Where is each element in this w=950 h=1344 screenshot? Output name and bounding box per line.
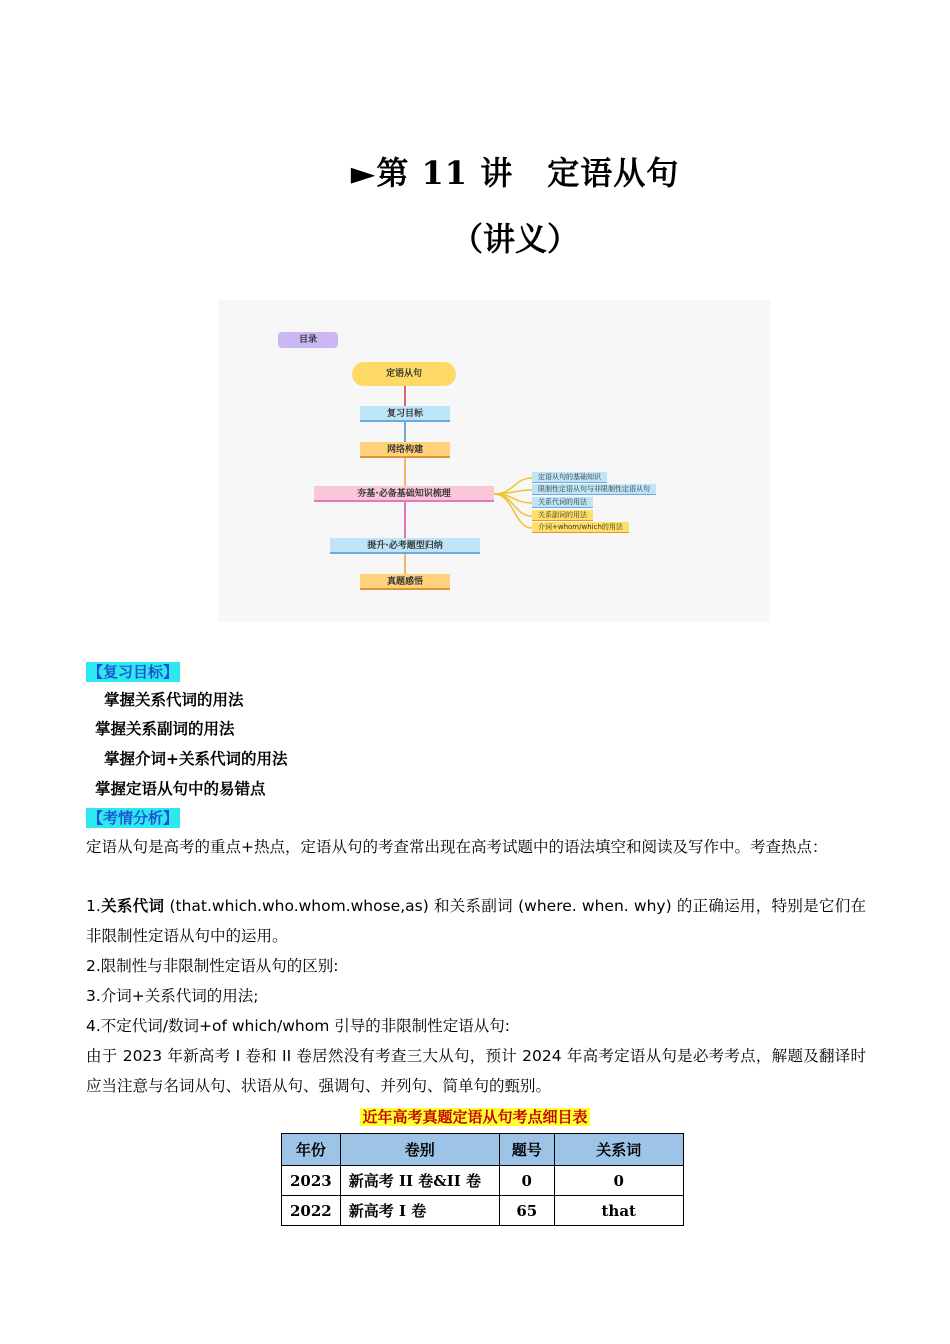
- mindmap-node-network: 网络构建: [360, 442, 450, 458]
- analysis-point-1: [86, 891, 866, 951]
- table-cell: 新高考 II 卷&II 卷: [340, 1166, 499, 1196]
- mindmap-leaf: 关系代词的用法: [532, 497, 593, 508]
- table-cell: 2023: [282, 1166, 341, 1196]
- analysis-point-4: 4.不定代词/数词+of which/whom 引导的非限制性定语从句:: [86, 1017, 510, 1035]
- table-cell: 2022: [282, 1196, 341, 1226]
- connector-line: [404, 554, 406, 574]
- table-cell: 65: [499, 1196, 554, 1226]
- connector-line: [404, 458, 406, 486]
- review-goals-tag: 【复习目标】: [88, 663, 179, 681]
- table-cell: that: [554, 1196, 683, 1226]
- mindmap-node-types: 提升·必考题型归纳: [330, 538, 480, 554]
- mindmap-leaf: 介词+whom/which的用法: [532, 522, 629, 533]
- branch-lines: [494, 476, 534, 532]
- mindmap-leaf: 关系副词的用法: [532, 510, 593, 521]
- mindmap-node-review: 复习目标: [360, 406, 450, 422]
- table-row: [282, 1166, 684, 1196]
- mindmap-node-basics: 夯基·必备基础知识梳理: [314, 486, 494, 502]
- page-title: [0, 148, 950, 194]
- title-main: 定语从句: [547, 154, 680, 192]
- analysis-intro: 定语从句是高考的重点+热点，定语从句的考查常出现在高考试题中的语法填空和阅读及写作中。考查热点：: [86, 838, 828, 856]
- analysis-point-1-bold: 关系代词: [100, 897, 165, 915]
- analysis-conclusion: 由于 2023 年新高考 I 卷和 II 卷居然没有考查三大从句，预计 2024 年高考定语从句是必考考点，解题及翻译时应当注意与名词从句、状语从句、强调句、并列句、简单句的甄别。: [86, 1047, 866, 1095]
- table-cell: 0: [554, 1166, 683, 1196]
- mindmap-figure: [218, 300, 770, 622]
- analysis-tag: 【考情分析】: [88, 809, 179, 827]
- review-goal-item: 掌握关系代词的用法: [104, 691, 244, 709]
- table-header-question: 题号: [499, 1134, 554, 1166]
- table-title: 近年高考真题定语从句考点细目表: [362, 1108, 588, 1126]
- analysis-point-3: 3.介词+关系代词的用法;: [86, 987, 259, 1005]
- analysis-point-2: 2.限制性与非限制性定语从句的区别:: [86, 957, 339, 975]
- analysis-point-1-num: 1.: [86, 897, 101, 915]
- title-prefix: ►第 11 讲: [350, 154, 514, 192]
- table-cell: 新高考 I 卷: [340, 1196, 499, 1226]
- mindmap-leaf: 定语从句的基础知识: [532, 472, 607, 483]
- table-cell: 0: [499, 1166, 554, 1196]
- analysis-point-1-rest: (that.which.who.whom.whose,as) 和关系副词 (where. when. why) 的正确运用，特别是它们在非限制性定语从句中的运用。: [86, 897, 866, 945]
- mindmap-tag: 目录: [278, 332, 338, 348]
- review-goal-item: 掌握关系副词的用法: [95, 720, 235, 738]
- page-subtitle: （讲义）: [450, 220, 579, 258]
- table-header-row: [282, 1134, 684, 1166]
- connector-line: [404, 422, 406, 442]
- connector-line: [404, 502, 406, 540]
- review-goal-item: 掌握介词+关系代词的用法: [104, 750, 288, 768]
- exam-table: [281, 1133, 684, 1226]
- mindmap-leaf: 限制性定语从句与非限制性定语从句: [532, 484, 656, 495]
- mindmap-node-exam: 真题感悟: [360, 574, 450, 590]
- mindmap-root: 定语从句: [352, 362, 456, 386]
- table-header-relative: 关系词: [554, 1134, 683, 1166]
- table-header-year: 年份: [282, 1134, 341, 1166]
- review-goal-item: 掌握定语从句中的易错点: [95, 780, 266, 798]
- table-header-paper: 卷别: [340, 1134, 499, 1166]
- table-row: [282, 1196, 684, 1226]
